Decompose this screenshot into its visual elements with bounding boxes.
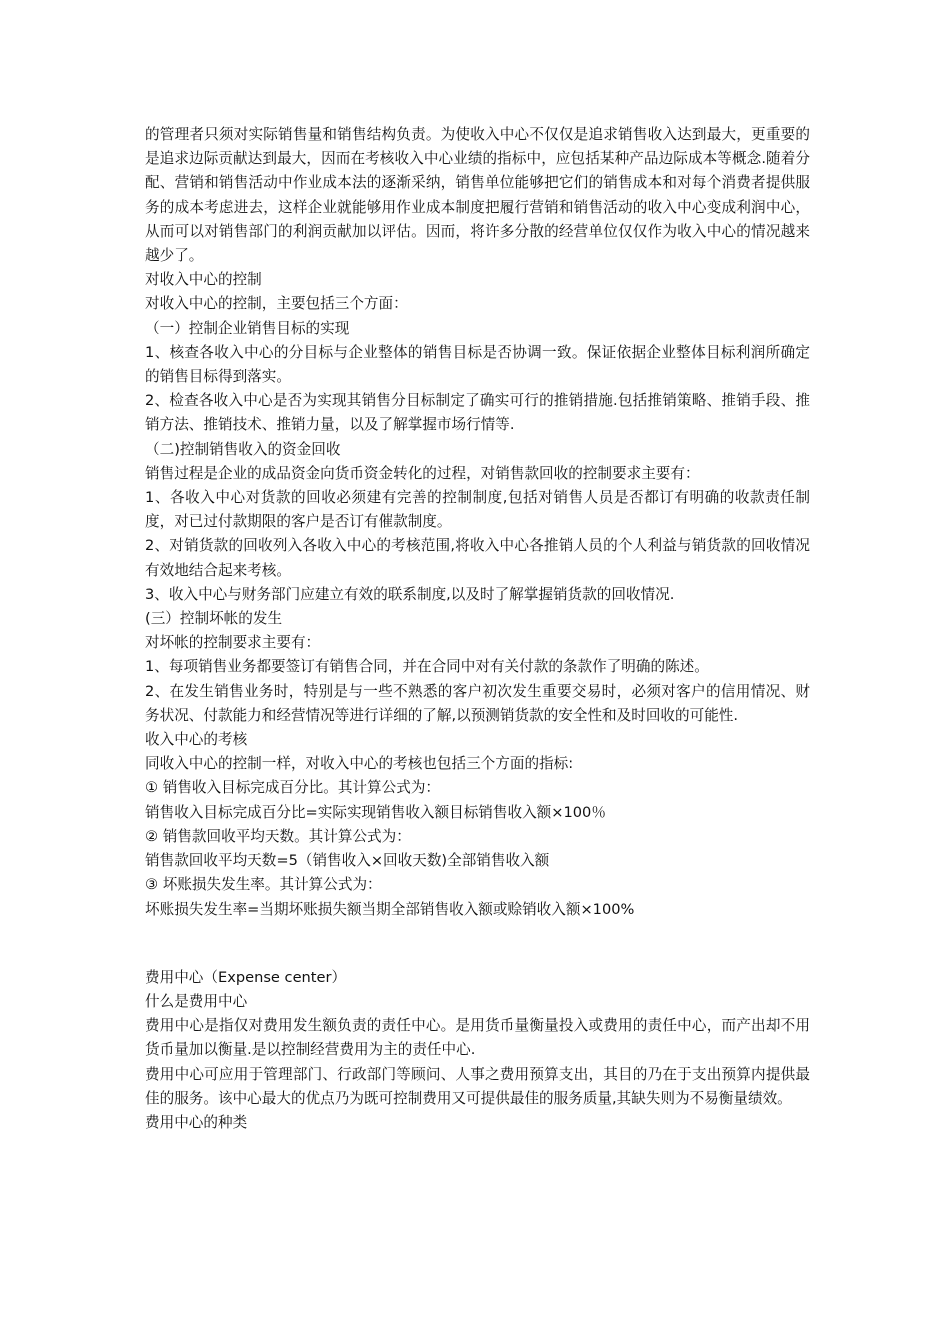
list-item: 2、在发生销售业务时，特别是与一些不熟悉的客户初次发生重要交易时，必须对客户的信用情况、财务状况、付款能力和经营情况等进行详细的了解,以预测销货款的安全性和及时回收的可能性.: [145, 682, 810, 724]
formula: 坏账损失发生率=当期坏账损失额当期全部销售收入额或赊销收入额×100%: [145, 900, 635, 918]
section-spacer: [145, 922, 810, 966]
list-item: 2、检查各收入中心是否为实现其销售分目标制定了确实可行的推销措施.包括推销策略、推销手段、推销方法、推销技术、推销力量，以及了解掌握市场行情等.: [145, 392, 810, 434]
paragraph: 费用中心可应用于管理部门、行政部门等顾问、人事之费用预算支出，其目的乃在于支出预算内提供最佳的服务。该中心最大的优点乃为既可控制费用又可提供最佳的服务质量,其缺失则为不易衡量绩效。: [145, 1065, 810, 1107]
formula-label: ③ 坏账损失发生率。其计算公式为：: [145, 876, 382, 894]
subheading-expense-center-types: 费用中心的种类: [145, 1113, 248, 1131]
paragraph: 同收入中心的控制一样，对收入中心的考核也包括三个方面的指标:: [145, 755, 574, 773]
document-body: [145, 123, 810, 1135]
section-heading-revenue-assessment: 收入中心的考核: [145, 731, 248, 749]
formula: 销售款回收平均天数=5（销售收入×回收天数)全部销售收入额: [145, 852, 550, 870]
formula-label: ② 销售款回收平均天数。其计算公式为：: [145, 827, 411, 845]
list-item: 1、各收入中心对货款的回收必须建有完善的控制制度,包括对销售人员是否都订有明确的收款责任制度，对已过付款期限的客户是否订有催款制度。: [145, 489, 810, 531]
section-heading-expense-center: 费用中心（Expense center）: [145, 968, 347, 986]
paragraph: 对坏帐的控制要求主要有：: [145, 634, 321, 652]
formula: 销售收入目标完成百分比=实际实现销售收入额目标销售收入额×100％: [145, 803, 606, 821]
paragraph: 对收入中心的控制，主要包括三个方面：: [145, 295, 408, 313]
intro-paragraph: 的管理者只须对实际销售量和销售结构负责。为使收入中心不仅仅是追求销售收入达到最大，更重要的是追求边际贡献达到最大，因而在考核收入中心业绩的指标中，应包括某种产品边际成本等概念.随着分配、营销和销售活动中作业成本法的逐渐采纳，销售单位能够把它们的销售成本和对每个消费者提供服务的成本考虑进去，这样企业就能够用作业成本制度把履行营销和销售活动的收入中心变成利润中心，从而可以对销售部门的利润贡献加以评估。因而，将许多分散的经营单位仅仅作为收入中心的情况越来越少了。: [145, 126, 810, 265]
paragraph: 费用中心是指仅对费用发生额负责的责任中心。是用货币量衡量投入或费用的责任中心，而产出却不用货币量加以衡量.是以控制经营费用为主的责任中心.: [145, 1017, 810, 1059]
subheading-what-is-expense-center: 什么是费用中心: [145, 992, 248, 1010]
subheading-fund-recovery: （二)控制销售收入的资金回收: [145, 440, 341, 458]
list-item: 2、对销货款的回收列入各收入中心的考核范围,将收入中心各推销人员的个人利益与销货款的回收情况有效地结合起来考核。: [145, 537, 810, 579]
list-item: 1、核查各收入中心的分目标与企业整体的销售目标是否协调一致。保证依据企业整体目标利润所确定的销售目标得到落实。: [145, 343, 810, 386]
formula-label: ① 销售收入目标完成百分比。其计算公式为：: [145, 779, 441, 797]
paragraph: 销售过程是企业的成品资金向货币资金转化的过程，对销售款回收的控制要求主要有：: [145, 464, 700, 482]
subheading-sales-target: （一）控制企业销售目标的实现: [145, 319, 350, 337]
subheading-bad-debt: (三）控制坏帐的发生: [145, 610, 283, 628]
section-heading-revenue-control: 对收入中心的控制: [145, 271, 262, 289]
list-item: 1、每项销售业务都要签订有销售合同，并在合同中对有关付款的条款作了明确的陈述。: [145, 658, 709, 676]
list-item: 3、收入中心与财务部门应建立有效的联系制度,以及时了解掌握销货款的回收情况.: [145, 585, 675, 603]
